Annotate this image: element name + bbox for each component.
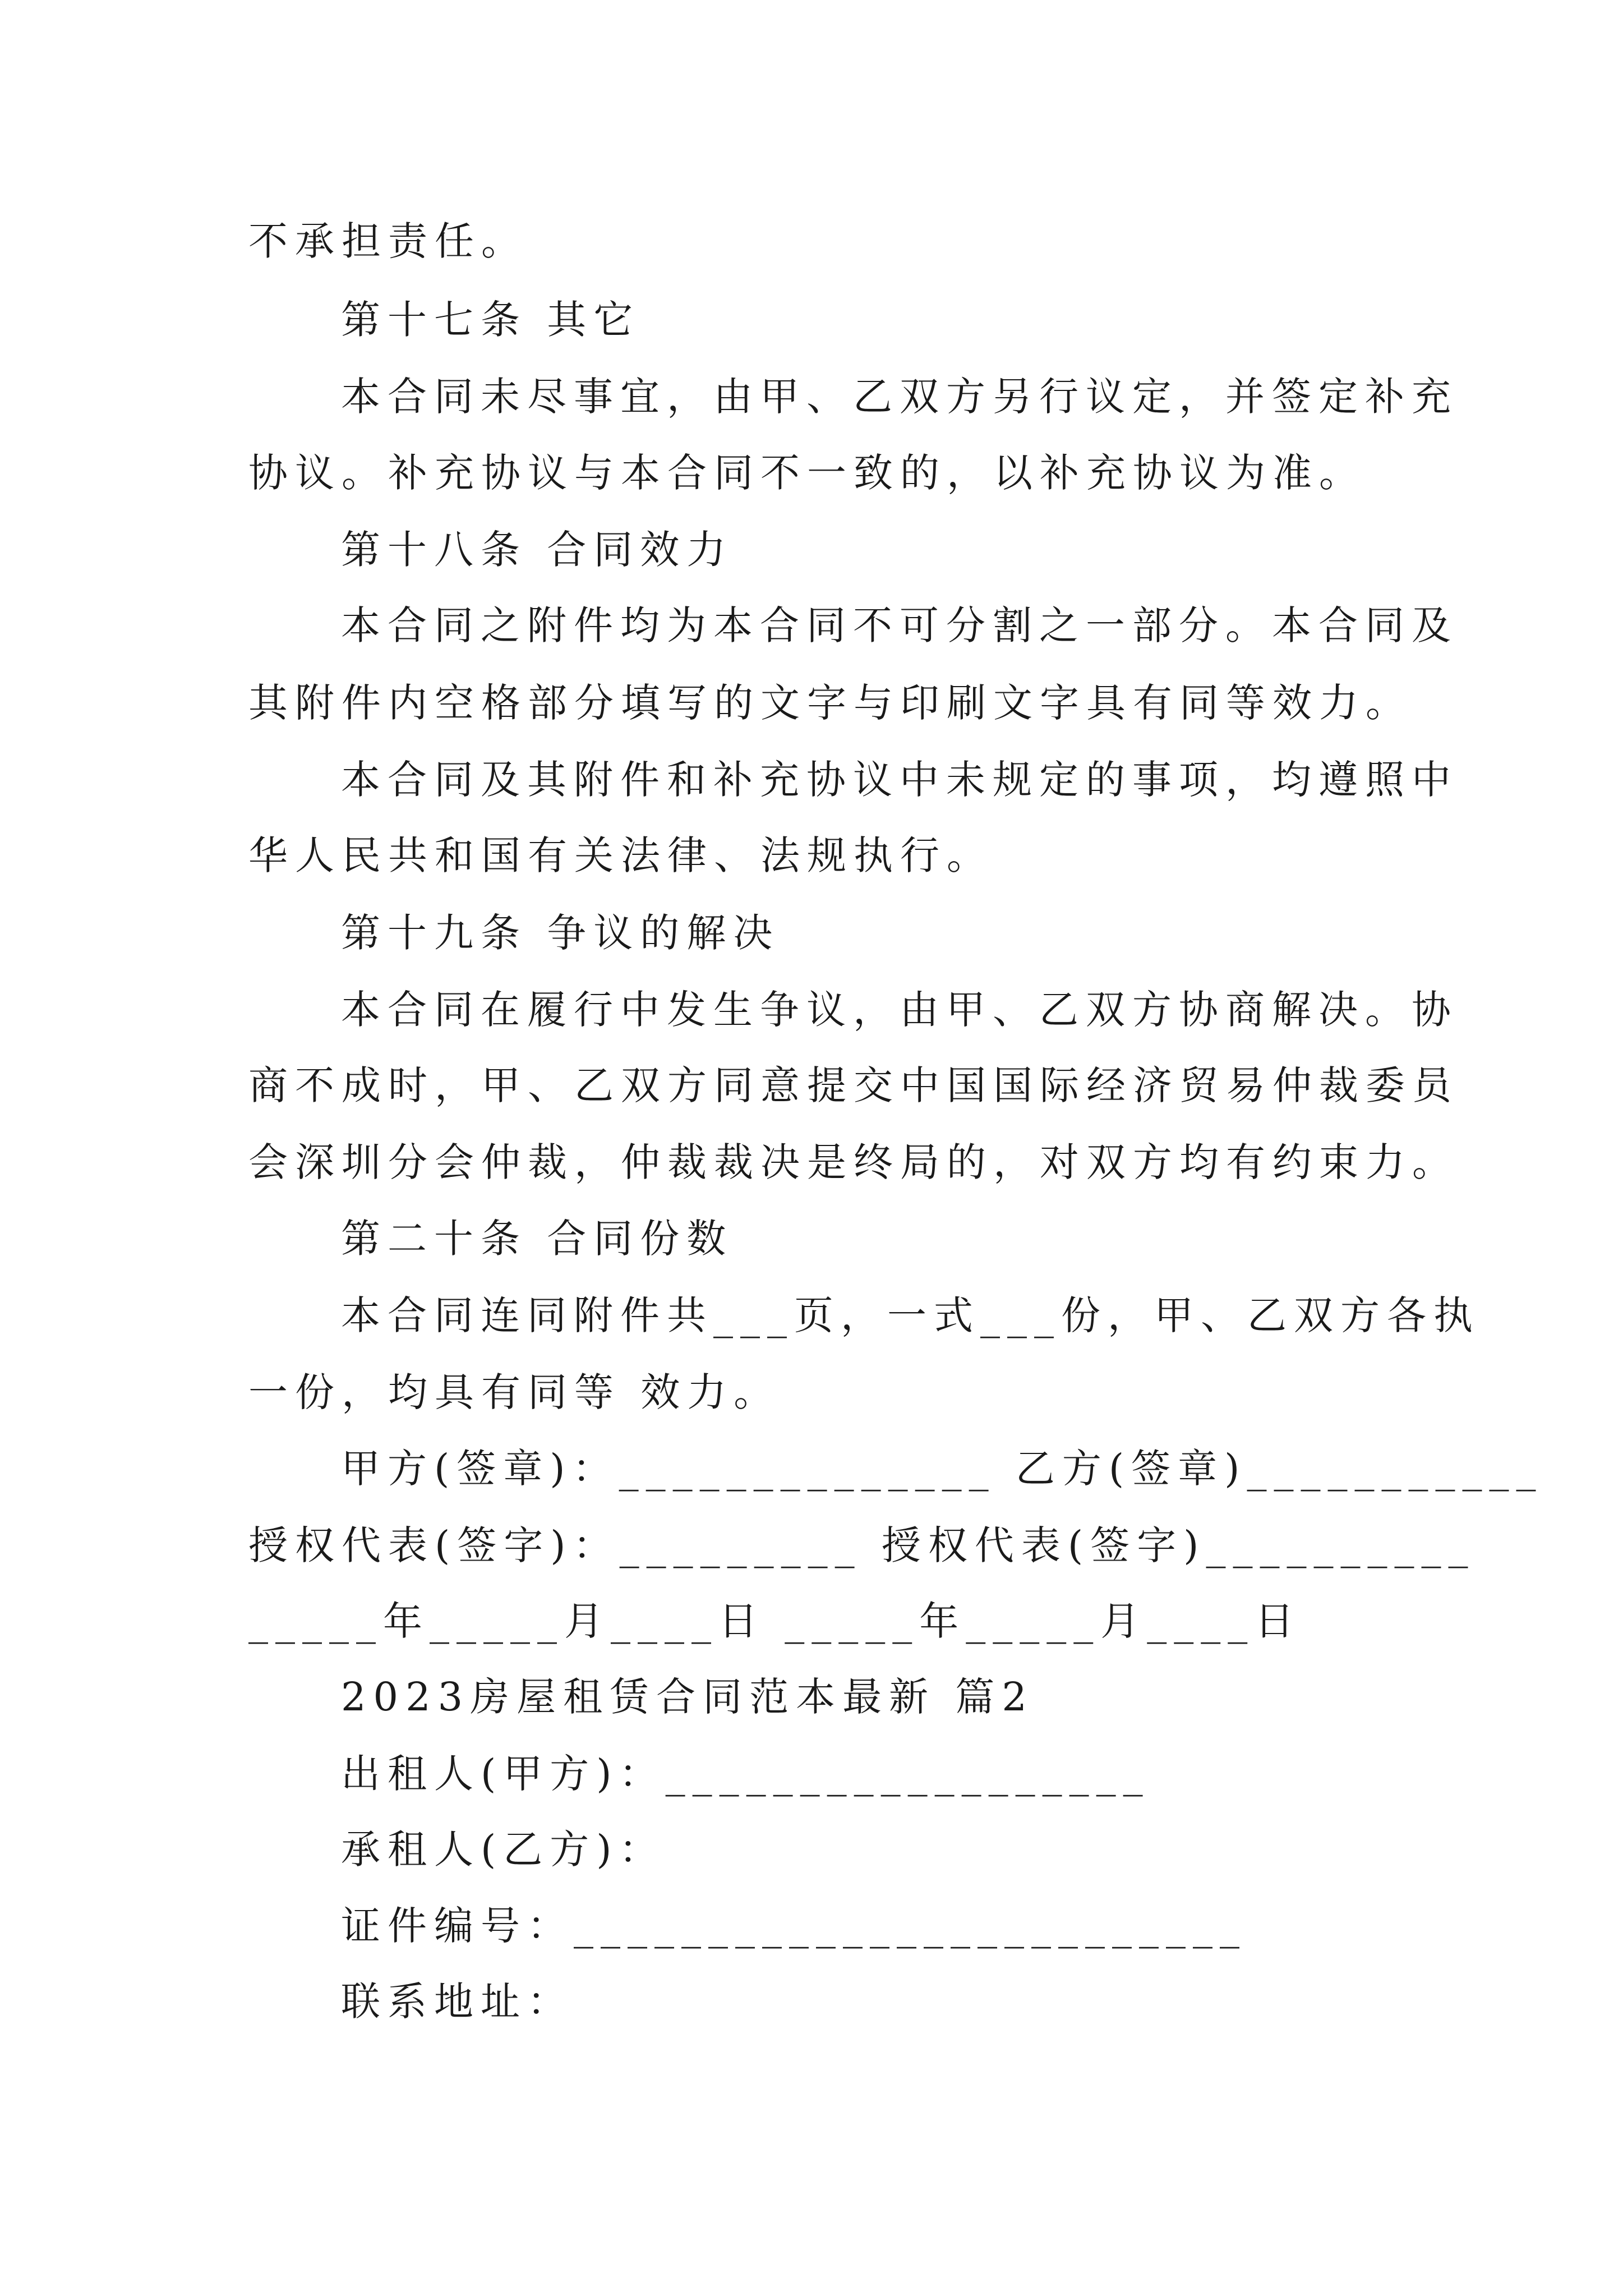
signature-party-line: 甲方(签章)：______________ 乙方(签章)___________ <box>341 1446 1543 1492</box>
text-line-7: 其附件内空格部分填写的文字与印刷文字具有同等效力。 <box>248 680 1412 726</box>
signature-representative-line: 授权代表(签字)：_________ 授权代表(签字)__________ <box>248 1522 1476 1568</box>
article-20-heading: 第二十条 合同份数 <box>341 1216 734 1262</box>
text-line-1: 不承担责任。 <box>248 218 528 264</box>
lessor-line: 出租人(甲方)：__________________ <box>341 1751 1150 1797</box>
id-number-line: 证件编号：_________________________ <box>341 1903 1247 1949</box>
text-line-6: 本合同之附件均为本合同不可分割之一部分。本合同及 <box>341 602 1458 648</box>
text-line-4: 协议。补充协议与本合同不一致的，以补充协议为准。 <box>248 450 1366 496</box>
text-line-16: 一份，均具有同等 效力。 <box>248 1369 781 1415</box>
article-19-heading: 第十九条 争议的解决 <box>341 910 780 956</box>
signature-date-line: _____年_____月____日 _____年_____月____日 <box>248 1598 1302 1644</box>
text-line-13: 会深圳分会仲裁，仲裁裁决是终局的，对双方均有约束力。 <box>248 1139 1459 1185</box>
text-line-12: 商不成时，甲、乙双方同意提交中国国际经济贸易仲裁委员 <box>248 1062 1459 1108</box>
text-line-9: 华人民共和国有关法律、法规执行。 <box>248 832 993 878</box>
text-line-15: 本合同连同附件共___页，一式___份，甲、乙双方各执 <box>341 1292 1480 1338</box>
address-line: 联系地址： <box>341 1978 574 2024</box>
lessee-line: 承租人(乙方)： <box>341 1826 666 1872</box>
text-line-11: 本合同在履行中发生争议，由甲、乙双方协商解决。协 <box>341 987 1458 1033</box>
article-18-heading: 第十八条 合同效力 <box>341 527 734 573</box>
text-line-8: 本合同及其附件和补充协议中未规定的事项，均遵照中 <box>341 757 1458 803</box>
text-line-3: 本合同未尽事宜，由甲、乙双方另行议定，并签定补充 <box>341 374 1458 420</box>
article-17-heading: 第十七条 其它 <box>341 297 640 343</box>
section-title: 2023房屋租赁合同范本最新 篇2 <box>341 1674 1034 1720</box>
